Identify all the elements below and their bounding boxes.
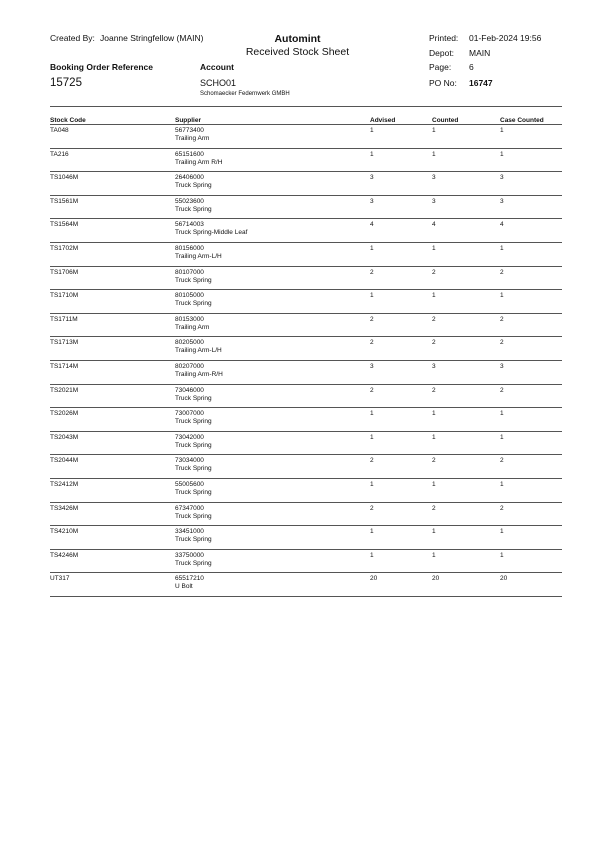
supplier-code: 67347000 (175, 504, 204, 512)
counted-qty: 20 (432, 573, 500, 597)
case-counted-qty: 1 (500, 148, 562, 172)
supplier-cell (175, 337, 370, 361)
supplier-cell (175, 431, 370, 455)
advised-qty: 3 (370, 172, 432, 196)
case-counted-qty: 3 (500, 195, 562, 219)
case-counted-qty: 1 (500, 290, 562, 314)
supplier-cell (175, 549, 370, 573)
supplier-cell (175, 573, 370, 597)
case-counted-qty: 3 (500, 360, 562, 384)
table-row (50, 219, 562, 243)
supplier-cell (175, 455, 370, 479)
table-row (50, 573, 562, 597)
depot-value: MAIN (469, 48, 491, 58)
stock-code: TS4246M (50, 549, 175, 573)
supplier-cell (175, 360, 370, 384)
case-counted-qty: 2 (500, 502, 562, 526)
printed-value: 01-Feb-2024 19:56 (469, 33, 542, 43)
counted-qty: 2 (432, 266, 500, 290)
counted-qty: 3 (432, 172, 500, 196)
case-counted-qty: 2 (500, 266, 562, 290)
counted-qty: 3 (432, 195, 500, 219)
table-row (50, 455, 562, 479)
col-case-counted: Case Counted (500, 115, 562, 125)
supplier-cell (175, 526, 370, 550)
advised-qty: 1 (370, 148, 432, 172)
table-row (50, 526, 562, 550)
supplier-cell (175, 290, 370, 314)
case-counted-qty: 1 (500, 526, 562, 550)
table-row (50, 502, 562, 526)
supplier-code: 80107000 (175, 268, 204, 276)
supplier-code: 80156000 (175, 244, 204, 252)
advised-qty: 1 (370, 478, 432, 502)
counted-qty: 3 (432, 360, 500, 384)
advised-qty: 2 (370, 337, 432, 361)
depot-label: Depot: (429, 48, 455, 58)
supplier-code: 73007000 (175, 410, 204, 418)
header-row-5 (50, 91, 562, 103)
account-code: SCHO01 (200, 78, 237, 88)
table-row (50, 195, 562, 219)
supplier-code: 55005600 (175, 480, 204, 488)
table-row (50, 266, 562, 290)
stock-code: TA216 (50, 148, 175, 172)
item-description: Truck Spring (175, 488, 212, 496)
advised-qty: 2 (370, 313, 432, 337)
supplier-cell (175, 313, 370, 337)
case-counted-qty: 3 (500, 172, 562, 196)
supplier-code: 56714003 (175, 221, 204, 229)
counted-qty: 1 (432, 242, 500, 266)
stock-code: TS1711M (50, 313, 175, 337)
counted-qty: 2 (432, 313, 500, 337)
item-description: Truck Spring (175, 536, 212, 544)
supplier-code: 80153000 (175, 315, 204, 323)
supplier-code: 80207000 (175, 362, 204, 370)
po-value: 16747 (469, 78, 493, 88)
stock-code: TS2043M (50, 431, 175, 455)
header-row-3 (50, 62, 562, 74)
item-description: Truck Spring (175, 394, 212, 402)
advised-qty: 2 (370, 455, 432, 479)
supplier-code: 26406000 (175, 174, 204, 182)
advised-qty: 3 (370, 195, 432, 219)
stock-code: TS1714M (50, 360, 175, 384)
supplier-code: 56773400 (175, 127, 204, 134)
stock-table-body (50, 125, 562, 597)
supplier-cell (175, 219, 370, 243)
item-description: Truck Spring (175, 559, 212, 567)
stock-table (50, 115, 562, 597)
stock-code: TS3426M (50, 502, 175, 526)
counted-qty: 4 (432, 219, 500, 243)
table-header-row (50, 115, 562, 125)
table-row (50, 125, 562, 149)
advised-qty: 2 (370, 266, 432, 290)
supplier-code: 73034000 (175, 457, 204, 465)
case-counted-qty: 1 (500, 125, 562, 149)
table-row (50, 242, 562, 266)
header-row-2 (50, 48, 562, 60)
item-description: Truck Spring (175, 205, 212, 213)
stock-code: TS1561M (50, 195, 175, 219)
item-description: Trailing Arm (175, 135, 210, 142)
item-description: U Bolt (175, 583, 193, 591)
case-counted-qty: 1 (500, 242, 562, 266)
counted-qty: 1 (432, 148, 500, 172)
supplier-code: 80105000 (175, 292, 204, 300)
advised-qty: 4 (370, 219, 432, 243)
advised-qty: 3 (370, 360, 432, 384)
booking-ref-label: Booking Order Reference (50, 62, 153, 72)
case-counted-qty: 4 (500, 219, 562, 243)
stock-code: TS1713M (50, 337, 175, 361)
supplier-cell (175, 478, 370, 502)
counted-qty: 2 (432, 502, 500, 526)
supplier-cell (175, 502, 370, 526)
col-counted: Counted (432, 115, 500, 125)
stock-code: TA048 (50, 125, 175, 149)
supplier-cell (175, 242, 370, 266)
advised-qty: 1 (370, 242, 432, 266)
item-description: Trailing Arm-L/H (175, 252, 222, 260)
counted-qty: 1 (432, 431, 500, 455)
stock-code: TS2044M (50, 455, 175, 479)
item-description: Trailing Arm R/H (175, 158, 223, 166)
counted-qty: 2 (432, 455, 500, 479)
supplier-code: 65151600 (175, 150, 204, 158)
advised-qty: 2 (370, 384, 432, 408)
supplier-cell (175, 266, 370, 290)
counted-qty: 1 (432, 549, 500, 573)
supplier-cell (175, 384, 370, 408)
supplier-code: 33451000 (175, 528, 204, 536)
advised-qty: 1 (370, 549, 432, 573)
stock-code: TS1710M (50, 290, 175, 314)
table-row (50, 478, 562, 502)
stock-code: TS2026M (50, 408, 175, 432)
table-row (50, 360, 562, 384)
table-row (50, 172, 562, 196)
item-description: Truck Spring (175, 276, 212, 284)
case-counted-qty: 1 (500, 408, 562, 432)
account-label: Account (200, 62, 234, 72)
stock-code: TS1706M (50, 266, 175, 290)
page-number: 6 (469, 62, 474, 72)
case-counted-qty: 1 (500, 549, 562, 573)
supplier-code: 73042000 (175, 433, 204, 441)
supplier-cell (175, 125, 370, 149)
supplier-cell (175, 408, 370, 432)
case-counted-qty: 1 (500, 431, 562, 455)
case-counted-qty: 1 (500, 478, 562, 502)
supplier-cell (175, 195, 370, 219)
stock-code: TS4210M (50, 526, 175, 550)
advised-qty: 20 (370, 573, 432, 597)
item-description: Trailing Arm-L/H (175, 347, 222, 355)
supplier-code: 33750000 (175, 551, 204, 559)
item-description: Trailing Arm-R/H (175, 370, 223, 378)
company-name: Automint (274, 33, 321, 45)
booking-ref-value: 15725 (50, 77, 82, 89)
item-description: Truck Spring (175, 465, 212, 473)
supplier-code: 73046000 (175, 386, 204, 394)
page-label: Page: (429, 62, 452, 72)
stock-code: TS2412M (50, 478, 175, 502)
item-description: Truck Spring (175, 441, 212, 449)
advised-qty: 1 (370, 526, 432, 550)
counted-qty: 2 (432, 384, 500, 408)
table-row (50, 384, 562, 408)
counted-qty: 1 (432, 408, 500, 432)
table-row (50, 337, 562, 361)
col-supplier: Supplier (175, 115, 370, 125)
stock-code: TS1702M (50, 242, 175, 266)
supplier-cell (175, 172, 370, 196)
advised-qty: 1 (370, 125, 432, 149)
case-counted-qty: 20 (500, 573, 562, 597)
header-divider (50, 106, 562, 107)
item-description: Truck Spring (175, 300, 212, 308)
table-row (50, 290, 562, 314)
supplier-code: 65517210 (175, 575, 204, 583)
table-row (50, 431, 562, 455)
case-counted-qty: 2 (500, 313, 562, 337)
counted-qty: 1 (432, 290, 500, 314)
stock-code: TS2021M (50, 384, 175, 408)
supplier-code: 80205000 (175, 339, 204, 347)
advised-qty: 2 (370, 502, 432, 526)
item-description: Truck Spring (175, 512, 212, 520)
counted-qty: 2 (432, 337, 500, 361)
stock-code: TS1046M (50, 172, 175, 196)
advised-qty: 1 (370, 290, 432, 314)
case-counted-qty: 2 (500, 455, 562, 479)
created-by-label: Created By: (50, 33, 95, 43)
table-row (50, 313, 562, 337)
stock-code: TS1564M (50, 219, 175, 243)
counted-qty: 1 (432, 125, 500, 149)
sheet-title: Received Stock Sheet (245, 46, 350, 58)
table-row (50, 148, 562, 172)
item-description: Truck Spring (175, 182, 212, 190)
created-by-value: Joanne Stringfellow (MAIN) (100, 33, 204, 43)
item-description: Truck Spring-Middle Leaf (175, 229, 248, 237)
counted-qty: 1 (432, 526, 500, 550)
case-counted-qty: 2 (500, 384, 562, 408)
advised-qty: 1 (370, 431, 432, 455)
col-advised: Advised (370, 115, 432, 125)
table-row (50, 549, 562, 573)
po-label: PO No: (429, 78, 457, 88)
stock-code: UT317 (50, 573, 175, 597)
supplier-cell (175, 148, 370, 172)
advised-qty: 1 (370, 408, 432, 432)
col-stock-code: Stock Code (50, 115, 175, 125)
printed-label: Printed: (429, 33, 459, 43)
account-name: Schomaecker Federnwerk GMBH (200, 91, 290, 97)
counted-qty: 1 (432, 478, 500, 502)
table-row (50, 408, 562, 432)
case-counted-qty: 2 (500, 337, 562, 361)
item-description: Trailing Arm (175, 323, 210, 331)
item-description: Truck Spring (175, 418, 212, 426)
supplier-code: 55023600 (175, 197, 204, 205)
